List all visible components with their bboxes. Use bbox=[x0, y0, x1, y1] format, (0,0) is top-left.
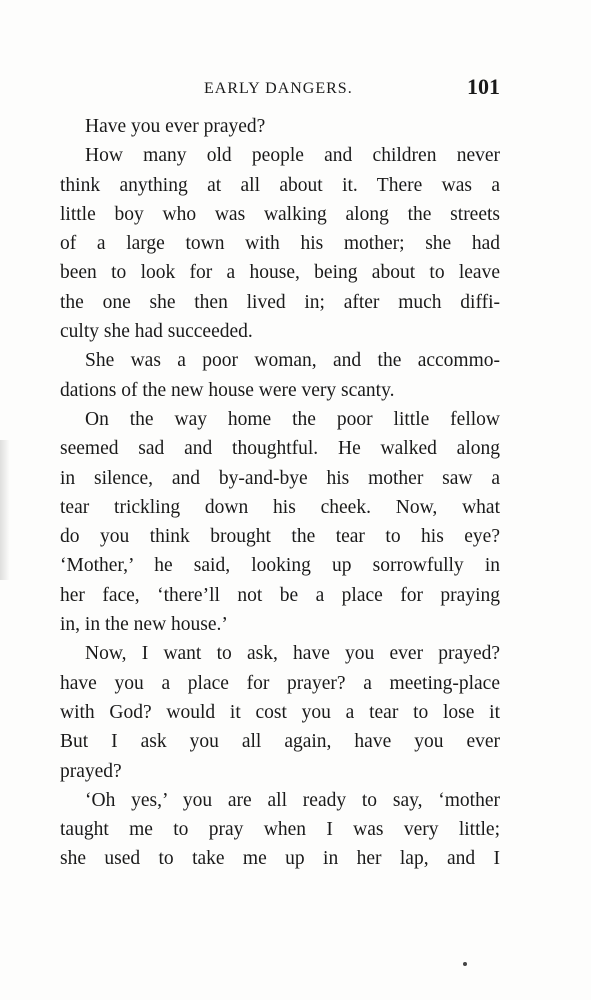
text-line: How many old people and children never bbox=[85, 145, 500, 167]
text-line: dations of the new house were very scanty. bbox=[60, 379, 395, 401]
text-line: On the way home the poor little fellow bbox=[85, 408, 500, 430]
text-line: been to look for a house, being about to leave bbox=[60, 262, 500, 284]
ink-speck bbox=[463, 962, 467, 966]
text-line: with God? would it cost you a tear to lose it bbox=[60, 701, 500, 723]
text-line: Now, I want to ask, have you ever prayed? bbox=[85, 643, 500, 665]
text-line: Have you ever prayed? bbox=[85, 116, 266, 137]
text-line: in, in the new house.’ bbox=[60, 614, 228, 636]
text-line: She was a poor woman, and the accommo- bbox=[85, 350, 500, 372]
text-line: do you think brought the tear to his eye? bbox=[60, 526, 500, 548]
text-line: ‘Mother,’ he said, looking up sorrowfully in bbox=[60, 555, 500, 577]
text-line: think anything at all about it. There was a bbox=[60, 174, 500, 196]
text-line: her face, ‘there’ll not be a place for praying bbox=[60, 584, 500, 606]
text-line: have you a place for prayer? a meeting-place bbox=[60, 672, 500, 694]
running-head: EARLY DANGERS. bbox=[204, 80, 353, 97]
text-line: culty she had succeeded. bbox=[60, 321, 253, 343]
text-line: the one she then lived in; after much diffi- bbox=[60, 291, 500, 313]
text-line: taught me to pray when I was very little; bbox=[60, 819, 500, 841]
page-edge-shadow bbox=[0, 440, 10, 580]
page-number: 101 bbox=[467, 74, 500, 99]
text-line: in silence, and by-and-bye his mother saw a bbox=[60, 467, 500, 489]
text-line: of a large town with his mother; she had bbox=[60, 233, 500, 255]
body-text bbox=[60, 112, 500, 874]
text-line: prayed? bbox=[60, 760, 122, 782]
text-line: seemed sad and thoughtful. He walked along bbox=[60, 438, 500, 460]
page-header bbox=[60, 74, 500, 104]
text-line: she used to take me up in her lap, and I bbox=[60, 848, 500, 870]
text-line: But I ask you all again, have you ever bbox=[60, 731, 500, 753]
text-line: ‘Oh yes,’ you are all ready to say, ‘mother bbox=[85, 789, 500, 811]
text-line: tear trickling down his cheek. Now, what bbox=[60, 496, 500, 518]
text-line: little boy who was walking along the streets bbox=[60, 203, 500, 225]
